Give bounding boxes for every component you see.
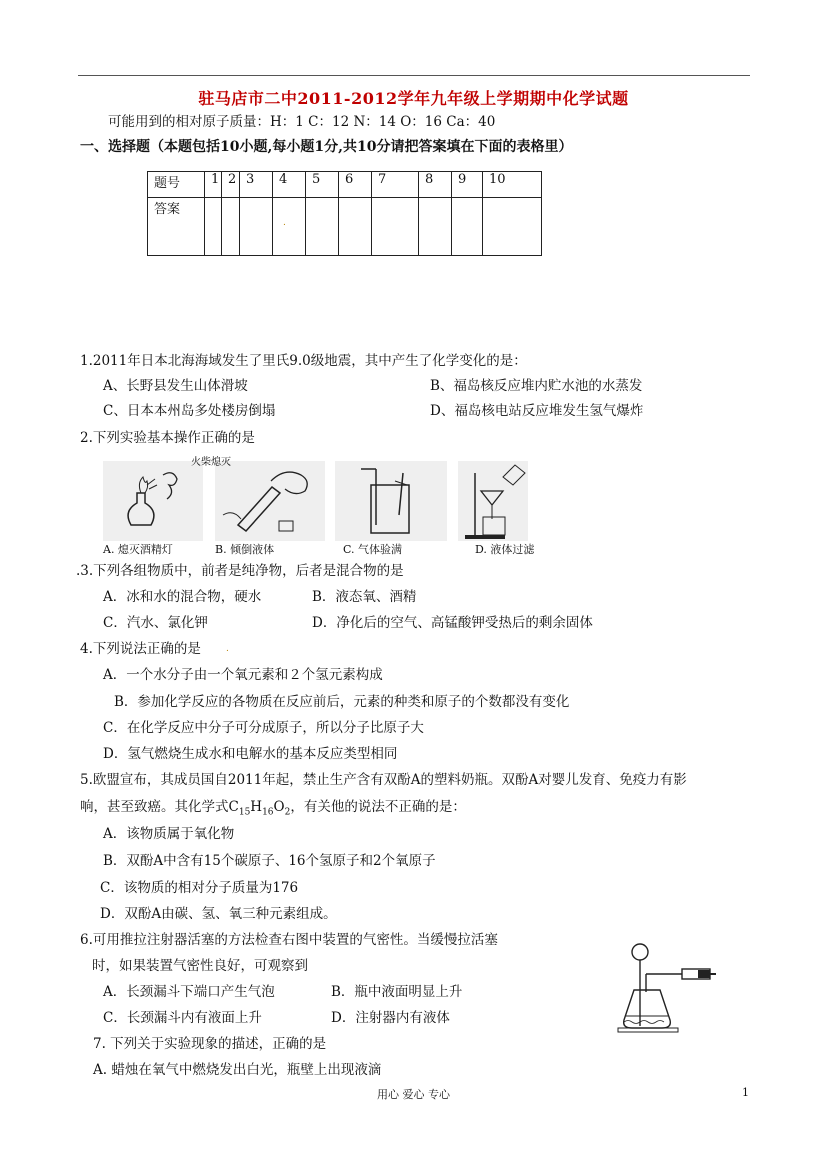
question-6-stem-line1: 6.可用推拉注射器活塞的方法检查右图中装置的气密性。当缓慢拉活塞 xyxy=(80,932,498,948)
answer-table xyxy=(147,171,542,256)
table-header-cell: 2 xyxy=(222,172,240,198)
answer-cell[interactable] xyxy=(419,198,452,256)
question-4-option-d: D．氢气燃烧生成水和电解水的基本反应类型相同 xyxy=(103,746,398,762)
question-5-option-b: B．双酚A中含有15个碳原子、16个氢原子和2个氧原子 xyxy=(103,853,436,869)
question-1-stem: 1.2011年日本北海海域发生了里氏9.0级地震，其中产生了化学变化的是： xyxy=(80,353,527,369)
table-header-cell: 5 xyxy=(306,172,339,198)
question-4-option-a: A．一个水分子由一个氧元素和２个氢元素构成 xyxy=(103,667,383,683)
table-header-cell: 3 xyxy=(240,172,273,198)
question-3-option-d: D．净化后的空气、高锰酸钾受热后的剩余固体 xyxy=(312,615,593,631)
lab-operations-figure xyxy=(103,455,535,560)
page-number: 1 xyxy=(742,1086,749,1099)
question-2-stem: 2.下列实验基本操作正确的是 xyxy=(80,430,255,446)
answer-cell[interactable]: . xyxy=(273,198,306,256)
figure-caption-a: A. 熄灭酒精灯 xyxy=(103,543,173,556)
header-rule xyxy=(78,75,750,76)
answer-cell[interactable] xyxy=(222,198,240,256)
question-5-option-c: C．该物质的相对分子质量为176 xyxy=(100,880,299,896)
page-footer: 用心 爱心 专心 xyxy=(377,1088,450,1101)
answer-cell[interactable] xyxy=(452,198,483,256)
question-5-option-d: D．双酚A由碳、氢、氧三种元素组成。 xyxy=(100,906,337,922)
figure-label-match-extinguished: 火柴熄灭 xyxy=(191,457,231,468)
question-3-stem: .3.下列各组物质中，前者是纯净物，后者是混合物的是 xyxy=(76,563,404,579)
table-header-cell: 9 xyxy=(452,172,483,198)
answer-cell[interactable] xyxy=(339,198,372,256)
question-6-option-d: D．注射器内有液体 xyxy=(331,1010,450,1026)
table-header-cell: 7 xyxy=(372,172,419,198)
answer-cell[interactable] xyxy=(240,198,273,256)
question-7-option-a: A. 蜡烛在氧气中燃烧发出白光，瓶壁上出现液滴 xyxy=(93,1062,382,1078)
question-7-stem: 7. 下列关于实验现象的描述，正确的是 xyxy=(93,1036,327,1052)
table-header-cell: 1 xyxy=(205,172,222,198)
question-6-option-b: B．瓶中液面明显上升 xyxy=(331,984,463,1000)
question-6-option-a: A．长颈漏斗下端口产生气泡 xyxy=(103,984,275,1000)
answer-cell[interactable] xyxy=(306,198,339,256)
question-3-option-a: A．冰和水的混合物，硬水 xyxy=(103,589,262,605)
question-1-option-d: D、福岛核电站反应堆发生氢气爆炸 xyxy=(430,403,644,419)
answer-cell[interactable] xyxy=(483,198,542,256)
table-row-label: 答案 xyxy=(148,198,205,256)
figure-caption-c: C. 气体验满 xyxy=(343,543,403,556)
flask-syringe-illustration xyxy=(610,938,720,1038)
question-5-stem-line2: 响，甚至致癌。其化学式$C_{15}H_{16}O_2$，有关他的说法不正确的是： xyxy=(80,799,466,818)
answer-cell[interactable] xyxy=(372,198,419,256)
airtightness-apparatus-figure xyxy=(610,938,720,1038)
question-3-option-b: B．液态氧、酒精 xyxy=(312,589,417,605)
figure-caption-b: B. 倾倒液体 xyxy=(215,543,275,556)
question-3-option-c: C．汽水、氯化钾 xyxy=(103,615,208,631)
question-4-option-b: B．参加化学反应的各物质在反应前后，元素的种类和原子的个数都没有变化 xyxy=(114,694,570,710)
table-row xyxy=(148,198,542,256)
table-header-cell: 4 xyxy=(273,172,306,198)
question-4-option-c: C．在化学反应中分子可分成原子，所以分子比原子大 xyxy=(103,720,424,736)
table-header-cell: 6 xyxy=(339,172,372,198)
table-header-cell: 题号 xyxy=(148,172,205,198)
question-4-stem: 4.下列说法正确的是 xyxy=(80,641,201,657)
question-1-option-b: B、福岛核反应堆内贮水池的水蒸发 xyxy=(430,378,643,394)
page-title: 驻马店市二中2011-2012学年九年级上学期期中化学试题 xyxy=(198,89,629,108)
question-6-stem-line2: 时，如果装置气密性良好，可观察到 xyxy=(92,958,308,974)
question-1-option-a: A、长野县发生山体滑坡 xyxy=(103,378,248,394)
answer-cell[interactable] xyxy=(205,198,222,256)
table-row xyxy=(148,172,542,198)
question-6-option-c: C．长颈漏斗内有液面上升 xyxy=(103,1010,262,1026)
atomic-mass-line: 可能用到的相对原子质量：H：1 C：12 N：14 O：16 Ca：40 xyxy=(108,114,496,130)
question-1-option-c: C、日本本州岛多处楼房倒塌 xyxy=(103,403,276,419)
table-header-cell: 10 xyxy=(483,172,542,198)
question-5-stem-line1: 5.欧盟宣布，其成员国自2011年起，禁止生产含有双酚A的塑料奶瓶。双酚A对婴儿发育、免疫力有影 xyxy=(80,772,687,788)
question-5-option-a: A．该物质属于氧化物 xyxy=(103,826,235,842)
table-header-cell: 8 xyxy=(419,172,452,198)
section-heading: 一、选择题（本题包括10小题,每小题1分,共10分请把答案填在下面的表格里） xyxy=(80,139,573,155)
figure-caption-d: D. 液体过滤 xyxy=(475,543,535,556)
